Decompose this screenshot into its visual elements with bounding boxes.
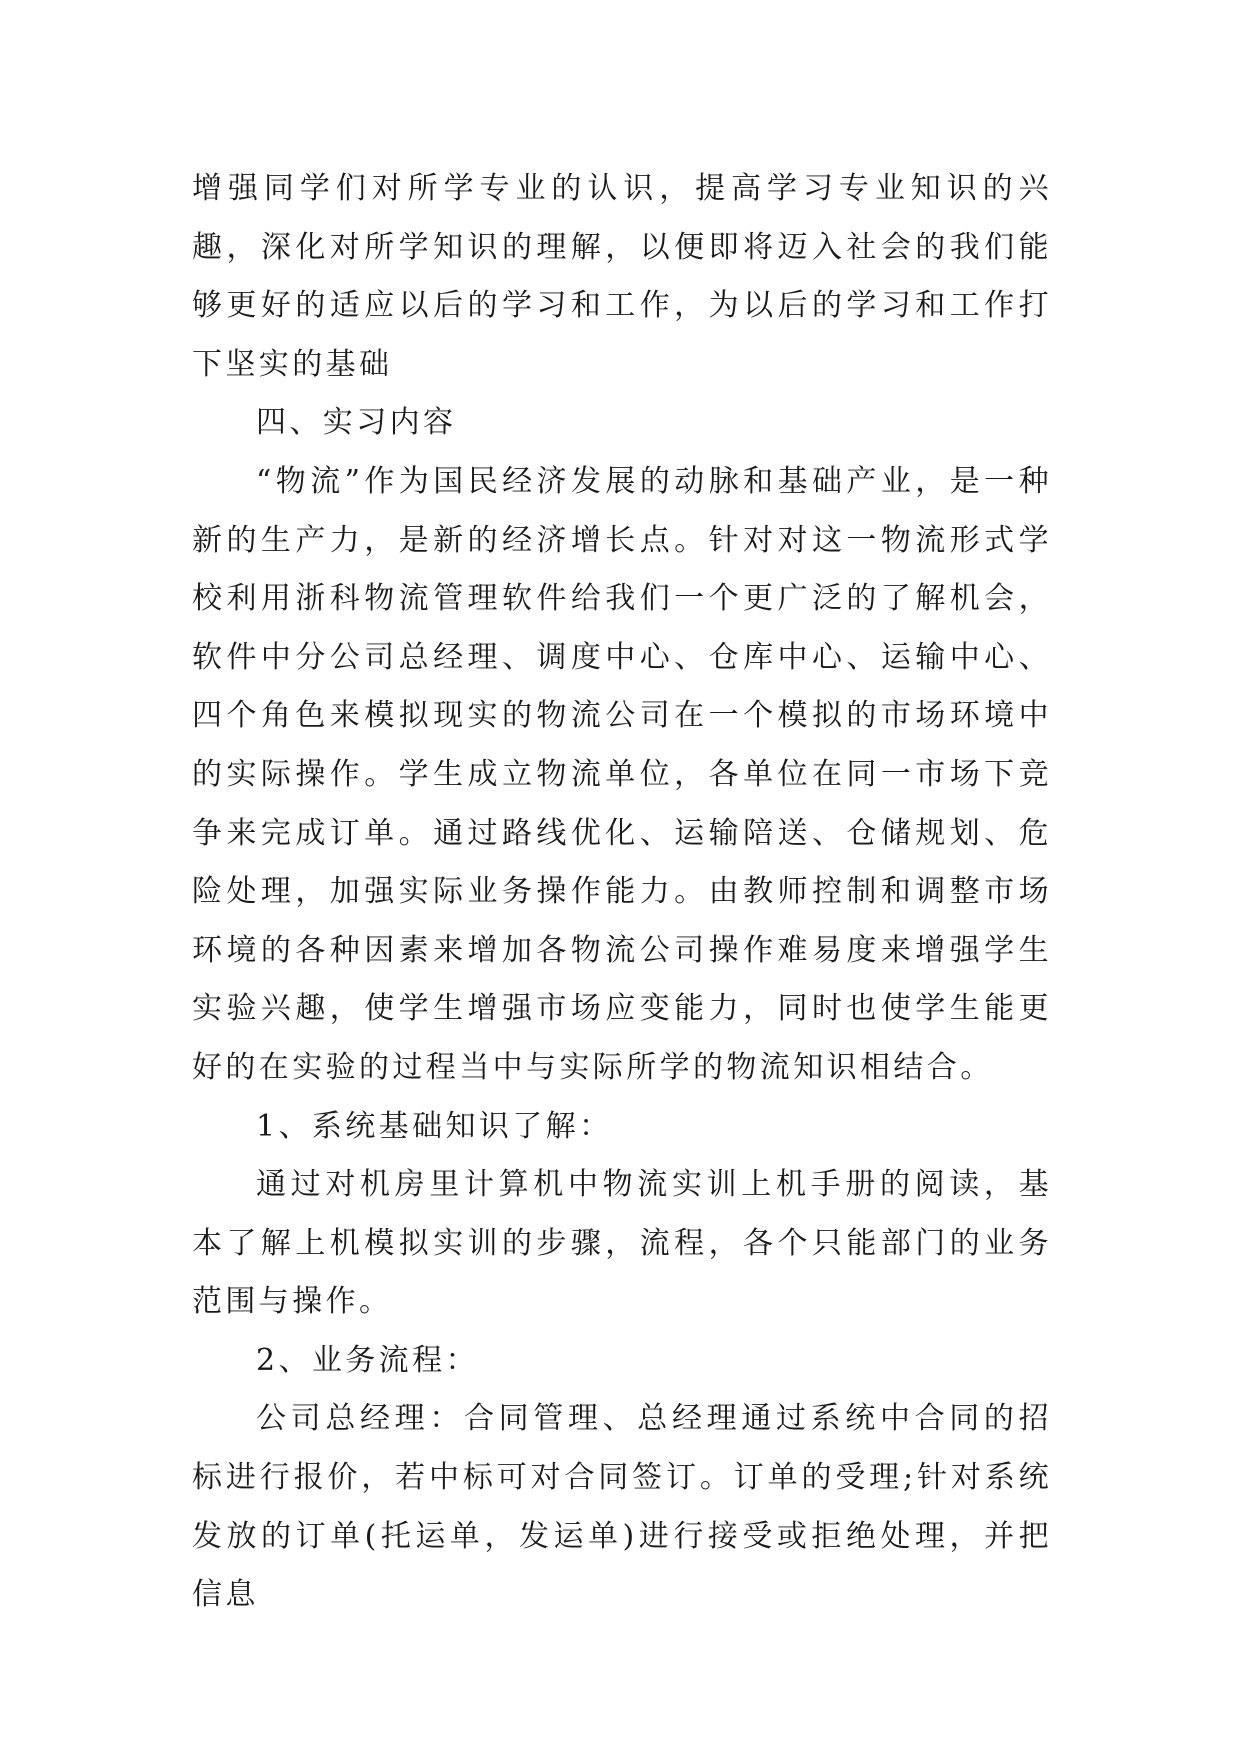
document-body bbox=[192, 160, 1052, 1625]
paragraph-general-manager: 公司总经理：合同管理、总经理通过系统中合同的招标进行报价，若中标可对合同签订。订单的受理;针对系统发放的订单(托运单，发运单)进行接受或拒绝处理，并把信息 bbox=[192, 1401, 1052, 1613]
subheading-system-basics: 1、系统基础知识了解： bbox=[256, 1108, 613, 1144]
paragraph-logistics-overview: “物流”作为国民经济发展的动脉和基础产业，是一种新的生产力，是新的经济增长点。针对对这一物流形式学校利用浙科物流管理软件给我们一个更广泛的了解机会，软件中分公司总经理、调度中心、仓库中心、运输中心、四个角色来模拟现实的物流公司在一个模拟的市场环境中的实际操作。学生成立物流单位，各单位在同一市场下竞争来完成订单。通过路线优化、运输陪送、仓储规划、危险处理，加强实际业务操作能力。由教师控制和调整市场环境的各种因素来增加各物流公司操作难易度来增强学生实验兴趣，使学生增强市场应变能力，同时也使学生能更好的在实验的过程当中与实际所学的物流知识相结合。 bbox=[192, 463, 1052, 1085]
subheading-business-process: 2、业务流程： bbox=[256, 1342, 479, 1378]
section-heading-internship-content: 四、实习内容 bbox=[256, 405, 457, 441]
paragraph-intro-continuation: 增强同学们对所学专业的认识，提高学习专业知识的兴趣，深化对所学知识的理解，以便即将迈入社会的我们能够更好的适应以后的学习和工作，为以后的学习和工作打下坚实的基础 bbox=[192, 171, 1052, 382]
paragraph-system-basics: 通过对机房里计算机中物流实训上机手册的阅读，基本了解上机模拟实训的步骤，流程，各个只能部门的业务范围与操作。 bbox=[192, 1167, 1052, 1320]
